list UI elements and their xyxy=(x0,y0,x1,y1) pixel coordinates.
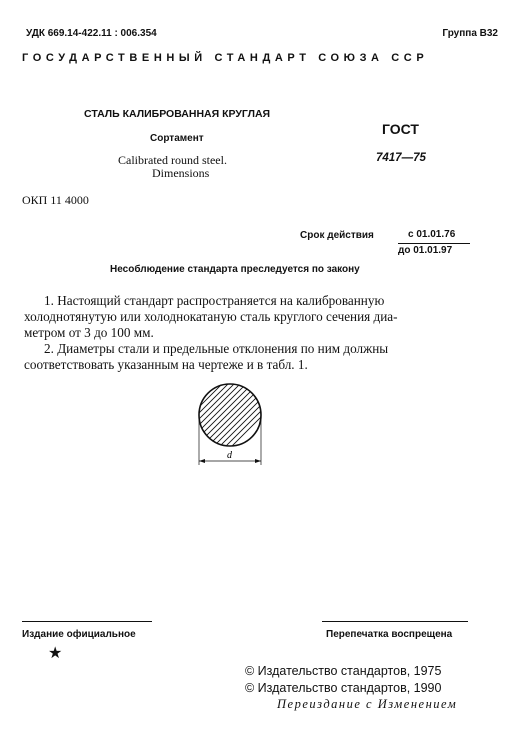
footer-rule-right xyxy=(322,621,468,622)
law-notice: Несоблюдение стандарта преследуется по закону xyxy=(110,264,360,275)
dimension-arrow-left xyxy=(199,459,205,463)
paragraph-1-line-2: холоднотянутую или холоднокатаную сталь круглого сечения диа- xyxy=(24,309,398,324)
star-icon: ★ xyxy=(48,645,63,662)
standard-subtitle: Сортамент xyxy=(150,133,204,144)
footer-rule-left xyxy=(22,621,152,622)
official-edition: Издание официальное xyxy=(22,629,136,640)
copyright-1975: © Издательство стандартов, 1975 xyxy=(245,664,442,678)
paragraph-1-line-1: 1. Настоящий стандарт распространяется на калиброванную xyxy=(44,293,385,308)
paragraph-1 xyxy=(24,293,474,341)
paragraph-2-line-1: 2. Диаметры стали и предельные отклонения по ним должны xyxy=(44,341,389,356)
paragraph-2 xyxy=(24,341,474,373)
round-section-drawing xyxy=(185,373,275,473)
dimension-arrow-right xyxy=(255,459,261,463)
english-title-line1: Calibrated round steel. xyxy=(118,153,227,167)
dimension-label: d xyxy=(227,450,232,461)
validity-from: с 01.01.76 xyxy=(408,229,456,240)
state-standard-banner: ГОСУДАРСТВЕННЫЙ СТАНДАРТ СОЮЗА ССР xyxy=(22,52,429,64)
okp-code: ОКП 11 4000 xyxy=(22,193,89,207)
paragraph-2-line-2: соответствовать указанным на чертеже и в табл. 1. xyxy=(24,357,308,372)
gost-label: ГОСТ xyxy=(382,121,419,137)
validity-label: Срок действия xyxy=(300,230,374,241)
section-outline xyxy=(199,384,261,446)
udk-code: УДК 669.14-422.11 : 006.354 xyxy=(26,28,157,39)
standard-title: СТАЛЬ КАЛИБРОВАННАЯ КРУГЛАЯ xyxy=(84,108,271,120)
copyright-1990: © Издательство стандартов, 1990 xyxy=(245,681,442,695)
group-code: Группа В32 xyxy=(442,28,498,39)
paragraph-1-line-3: метром от 3 до 100 мм. xyxy=(24,325,154,340)
validity-to: до 01.01.97 xyxy=(398,243,470,256)
english-title-line2: Dimensions xyxy=(152,166,210,180)
reprint-notice: Перепечатка воспрещена xyxy=(326,629,453,640)
reissue-note: Переиздание с Изменением xyxy=(277,697,458,711)
gost-number: 7417—75 xyxy=(376,152,426,164)
